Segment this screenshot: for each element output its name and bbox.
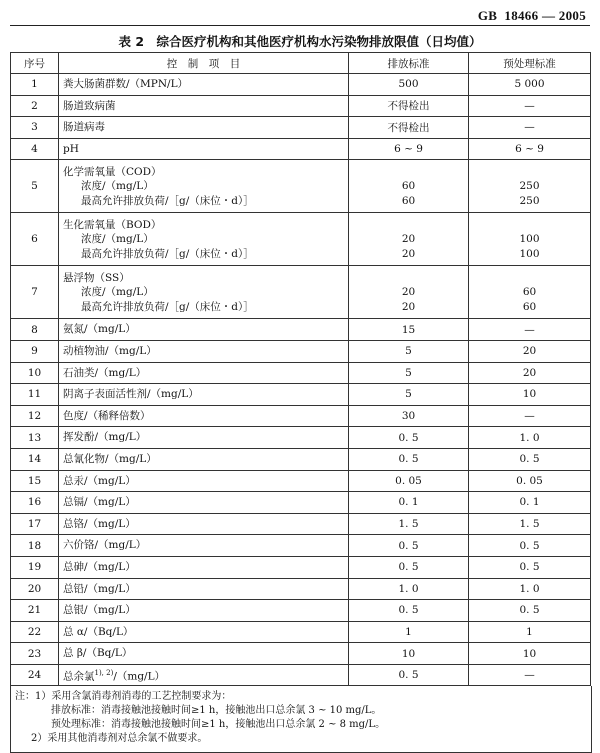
- row-no: 24: [11, 664, 59, 686]
- row-pretreat-load: 60: [522, 300, 537, 313]
- row-discharge-concentration: 20: [401, 286, 416, 299]
- row-no: 22: [11, 621, 59, 643]
- row-no: 16: [11, 492, 59, 514]
- row-no: 8: [11, 319, 59, 341]
- row-discharge: 0. 05: [349, 470, 469, 492]
- row-discharge: 0. 5: [349, 664, 469, 686]
- row-item: 氨氮/（mg/L）: [59, 319, 349, 341]
- row-discharge: 0. 5: [349, 600, 469, 622]
- row-pretreat: 0. 5: [469, 448, 591, 470]
- row-item-group: [59, 213, 349, 266]
- row-item: 肠道致病菌: [59, 95, 349, 117]
- row-pretreat: 10: [469, 384, 591, 406]
- row-pretreat: —: [469, 319, 591, 341]
- row-subitem-load: 最高允许排放负荷/［g/（床位・d）］: [81, 300, 254, 313]
- row-pretreat-group: [469, 266, 591, 319]
- row-item: 总铬/（mg/L）: [59, 513, 349, 535]
- row-discharge-load: 60: [401, 194, 416, 207]
- table-row: [11, 600, 591, 622]
- row-item-name: 总余氯: [63, 670, 95, 683]
- row-discharge: 15: [349, 319, 469, 341]
- row-pretreat: 0. 5: [469, 556, 591, 578]
- table-row: [11, 578, 591, 600]
- table-row: [11, 556, 591, 578]
- table-row: [11, 621, 591, 643]
- standard-code-header: [478, 8, 586, 24]
- row-pretreat: —: [469, 664, 591, 686]
- row-discharge-group: [349, 160, 469, 213]
- row-item: 总 β/（Bq/L）: [59, 643, 349, 665]
- row-no: 6: [11, 213, 59, 266]
- row-discharge-concentration: 20: [401, 233, 416, 246]
- row-item-group: [59, 266, 349, 319]
- col-header-item: 控 制 项 目: [59, 53, 349, 74]
- table-row: [11, 535, 591, 557]
- table-row: [11, 448, 591, 470]
- row-pretreat: 0. 1: [469, 492, 591, 514]
- table-row: [11, 266, 591, 319]
- row-no: 15: [11, 470, 59, 492]
- row-item-unit: /（mg/L）: [113, 670, 166, 683]
- row-no: 11: [11, 384, 59, 406]
- row-pretreat: 1. 0: [469, 578, 591, 600]
- table-row: [11, 117, 591, 139]
- row-item-title: 生化需氧量（BOD）: [63, 218, 162, 231]
- row-no: 23: [11, 643, 59, 665]
- row-item: 总砷/（mg/L）: [59, 556, 349, 578]
- row-item: [59, 664, 349, 686]
- table-row: [11, 664, 591, 686]
- row-pretreat: 0. 05: [469, 470, 591, 492]
- standard-prefix: GB: [477, 8, 498, 23]
- row-no: 4: [11, 138, 59, 160]
- row-no: 5: [11, 160, 59, 213]
- row-item: 挥发酚/（mg/L）: [59, 427, 349, 449]
- row-discharge: 0. 1: [349, 492, 469, 514]
- row-pretreat: 6 ~ 9: [469, 138, 591, 160]
- table-row: [11, 160, 591, 213]
- row-discharge: 500: [349, 74, 469, 96]
- table-row: [11, 95, 591, 117]
- row-pretreat-group: [469, 213, 591, 266]
- row-pretreat: 20: [469, 340, 591, 362]
- row-subitem-concentration: 浓度/（mg/L）: [81, 180, 154, 193]
- header-rule: [10, 25, 590, 26]
- row-pretreat-concentration: 250: [519, 180, 540, 193]
- row-no: 9: [11, 340, 59, 362]
- table-row: [11, 643, 591, 665]
- table-row: [11, 427, 591, 449]
- row-item: 石油类/（mg/L）: [59, 362, 349, 384]
- row-discharge: 5: [349, 362, 469, 384]
- row-no: 19: [11, 556, 59, 578]
- table-row: [11, 340, 591, 362]
- table-row: [11, 384, 591, 406]
- row-discharge-group: [349, 213, 469, 266]
- row-no: 13: [11, 427, 59, 449]
- row-pretreat: —: [469, 95, 591, 117]
- limits-table-container: [10, 52, 590, 753]
- row-discharge: 1: [349, 621, 469, 643]
- row-pretreat-concentration: 100: [519, 233, 540, 246]
- row-item: 肠道病毒: [59, 117, 349, 139]
- row-item: 动植物油/（mg/L）: [59, 340, 349, 362]
- col-header-pretreat: 预处理标准: [469, 53, 591, 74]
- table-row: [11, 405, 591, 427]
- row-item: 粪大肠菌群数/（MPN/L）: [59, 74, 349, 96]
- table-row: [11, 319, 591, 341]
- row-discharge-concentration: 60: [401, 180, 416, 193]
- row-pretreat: 20: [469, 362, 591, 384]
- row-discharge: 10: [349, 643, 469, 665]
- row-pretreat: 1: [469, 621, 591, 643]
- row-pretreat: 5 000: [469, 74, 591, 96]
- row-discharge-load: 20: [401, 300, 416, 313]
- note-1-discharge: 排放标准：消毒接触池接触时间≥1 h，接触池出口总余氯 3 ~ 10 mg/L。: [51, 705, 382, 717]
- row-item: 总氰化物/（mg/L）: [59, 448, 349, 470]
- table-title: 表 2 综合医疗机构和其他医疗机构水污染物排放限值（日均值）: [118, 34, 482, 49]
- row-discharge-load: 20: [401, 247, 416, 260]
- row-discharge: 5: [349, 384, 469, 406]
- row-subitem-concentration: 浓度/（mg/L）: [81, 233, 154, 246]
- row-item: 总镉/（mg/L）: [59, 492, 349, 514]
- row-item: 总银/（mg/L）: [59, 600, 349, 622]
- row-pretreat-concentration: 60: [522, 286, 537, 299]
- row-subitem-concentration: 浓度/（mg/L）: [81, 286, 154, 299]
- row-discharge-group: [349, 266, 469, 319]
- row-discharge: 不得检出: [349, 95, 469, 117]
- row-no: 7: [11, 266, 59, 319]
- table-row: [11, 513, 591, 535]
- row-no: 3: [11, 117, 59, 139]
- row-discharge: 0. 5: [349, 448, 469, 470]
- row-subitem-load: 最高允许排放负荷/［g/（床位・d）］: [81, 194, 254, 207]
- row-discharge: 不得检出: [349, 117, 469, 139]
- row-discharge: 1. 5: [349, 513, 469, 535]
- row-no: 1: [11, 74, 59, 96]
- row-discharge: 5: [349, 340, 469, 362]
- limits-table: [10, 52, 591, 686]
- row-pretreat-group: [469, 160, 591, 213]
- row-subitem-load: 最高允许排放负荷/［g/（床位・d）］: [81, 247, 254, 260]
- row-pretreat: 1. 0: [469, 427, 591, 449]
- table-row: [11, 74, 591, 96]
- table-notes: [10, 686, 592, 753]
- note-1-pretreat: 预处理标准：消毒接触池接触时间≥1 h，接触池出口总余氯 2 ~ 8 mg/L。: [51, 719, 386, 731]
- row-item-group: [59, 160, 349, 213]
- row-no: 14: [11, 448, 59, 470]
- footnote-ref: 1), 2): [94, 669, 114, 678]
- row-discharge: 6 ~ 9: [349, 138, 469, 160]
- row-pretreat-load: 250: [519, 194, 540, 207]
- table-row: [11, 138, 591, 160]
- row-pretreat: 0. 5: [469, 535, 591, 557]
- note-1: 注：1）采用含氯消毒剂消毒的工艺控制要求为：: [15, 691, 232, 703]
- col-header-discharge: 排放标准: [349, 53, 469, 74]
- col-header-no: 序号: [11, 53, 59, 74]
- row-pretreat: 10: [469, 643, 591, 665]
- row-pretreat: 0. 5: [469, 600, 591, 622]
- row-discharge: 1. 0: [349, 578, 469, 600]
- row-no: 21: [11, 600, 59, 622]
- note-2: 2）采用其他消毒剂对总余氯不做要求。: [31, 733, 208, 745]
- row-item: 总 α/（Bq/L）: [59, 621, 349, 643]
- row-item-title: 悬浮物（SS）: [63, 271, 130, 284]
- row-item: 总铅/（mg/L）: [59, 578, 349, 600]
- table-row: [11, 213, 591, 266]
- standard-number: 18466 — 2005: [504, 8, 586, 23]
- row-discharge: 0. 5: [349, 556, 469, 578]
- row-no: 20: [11, 578, 59, 600]
- row-pretreat: —: [469, 405, 591, 427]
- table-row: [11, 492, 591, 514]
- table-row: [11, 470, 591, 492]
- row-no: 12: [11, 405, 59, 427]
- row-item-title: 化学需氧量（COD）: [63, 165, 162, 178]
- row-pretreat: 1. 5: [469, 513, 591, 535]
- table-row: [11, 362, 591, 384]
- row-discharge: 0. 5: [349, 535, 469, 557]
- row-item: pH: [59, 138, 349, 160]
- row-discharge: 30: [349, 405, 469, 427]
- row-no: 18: [11, 535, 59, 557]
- row-item: 六价铬/（mg/L）: [59, 535, 349, 557]
- row-no: 10: [11, 362, 59, 384]
- row-item: 色度/（稀释倍数）: [59, 405, 349, 427]
- row-no: 2: [11, 95, 59, 117]
- table-header-row: [11, 53, 591, 74]
- row-item: 总汞/（mg/L）: [59, 470, 349, 492]
- row-discharge: 0. 5: [349, 427, 469, 449]
- row-pretreat-load: 100: [519, 247, 540, 260]
- row-item: 阴离子表面活性剂/（mg/L）: [59, 384, 349, 406]
- row-pretreat: —: [469, 117, 591, 139]
- row-no: 17: [11, 513, 59, 535]
